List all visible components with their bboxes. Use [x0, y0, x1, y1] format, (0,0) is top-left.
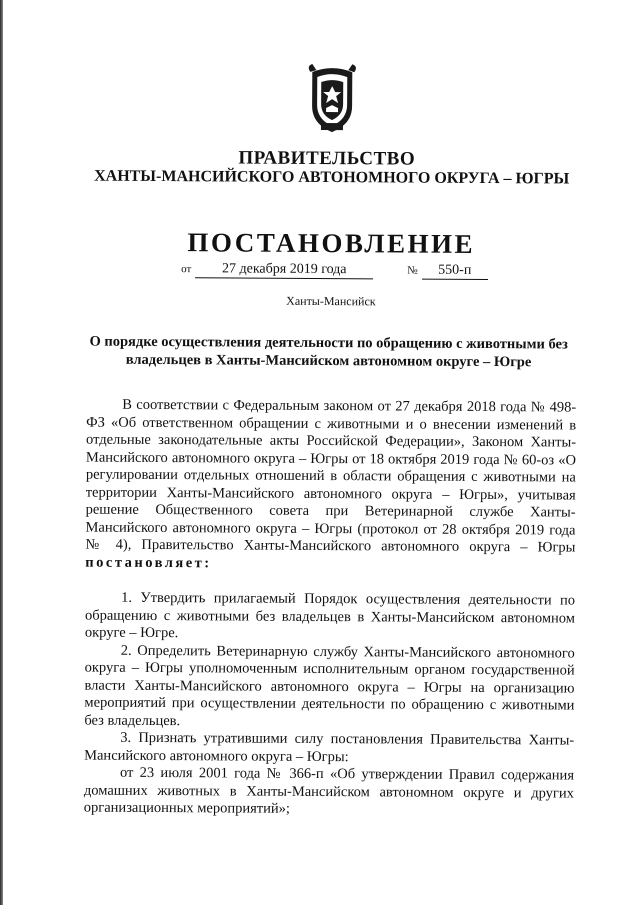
item-3-1: от 23 июля 2001 года № 366-п «Об утверждении Правил содержания домашних животных в Ханты-Мансийском автономном округе и других организационных мероприятий»; [83, 764, 575, 817]
decree-word: постановляет: [85, 554, 212, 571]
coat-of-arms-icon [304, 62, 360, 134]
item-1: 1. Утвердить прилагаемый Порядок осуществления деятельности по обращению с животными без владельцев в Ханты-Мансийском автономном округе – Югре. [84, 589, 576, 642]
government-title: ПРАВИТЕЛЬСТВО [238, 147, 416, 170]
item-2: 2. Определить Ветеринарную службу Ханты-Мансийского автономного округа – Югры уполномоченным исполнительным органом государственной власти Ханты-Мансийского автономного округа – Югры на организацию мероприятий при осуществлении деятельности по обращению с животными без владельцев. [84, 642, 575, 729]
document-number: 550-п [422, 263, 488, 280]
document-type: ПОСТАНОВЛЕНИЕ [187, 227, 476, 259]
date-prefix: от [181, 263, 192, 276]
preamble-text: В соответствии с Федеральным законом от 27 декабря 2018 года № 498-ФЗ «Об ответственном обращении с животными и о внесении изменений в отдельные законодательные акты Российской Федерации», Законом Ханты-Мансийского автономного округа – Югры от 18 октября 2019 года № 60-оз «О регулировании отдельных отношений в области обращения с животными на территории Ханты-Мансийского автономного округа – Югры», учитывая решение Общественного совета при Ветеринарной службе Ханты-Мансийского автономного округа – Югры (протокол от 28 октября 2019 года № 4), Правительство Ханты-Мансийского автономного округа – Югры [85, 396, 577, 556]
document-body [84, 397, 577, 820]
date-number-row [181, 261, 488, 280]
number-prefix: № [407, 264, 418, 277]
document-city: Ханты-Мансийск [286, 293, 376, 309]
item-3: 3. Признать утратившими силу постановления Правительства Ханты-Мансийского автономного округа – Югры: [84, 729, 575, 765]
preamble-paragraph [85, 397, 576, 575]
document-title: О порядке осуществления деятельности по обращению с животными без владельцев в Ханты-Мансийском автономном округе – Югре [89, 333, 568, 371]
document-date: 27 декабря 2019 года [195, 261, 373, 279]
region-title: ХАНТЫ-МАНСИЙСКОГО АВТОНОМНОГО ОКРУГА – ЮГРЫ [94, 167, 570, 188]
